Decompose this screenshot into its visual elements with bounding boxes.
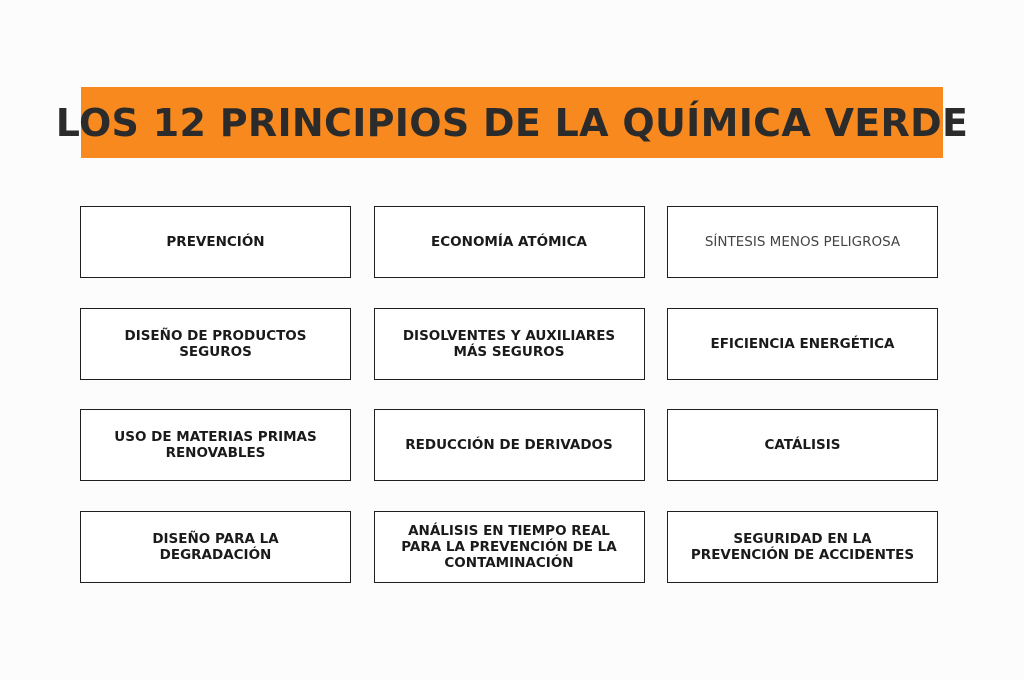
principle-label: SÍNTESIS MENOS PELIGROSA (704, 234, 901, 250)
principle-card-diseno-productos-seguros (80, 308, 351, 380)
page-title: LOS 12 PRINCIPIOS DE LA QUÍMICA VERDE (55, 100, 969, 145)
principle-card-catalisis (667, 409, 938, 481)
principle-label: USO DE MATERIAS PRIMAS RENOVABLES (114, 429, 317, 461)
principle-label: SEGURIDAD EN LA PREVENCIÓN DE ACCIDENTES (690, 530, 915, 563)
principle-card-economia-atomica (374, 206, 645, 278)
principle-label: REDUCCIÓN DE DERIVADOS (405, 437, 613, 453)
principle-card-prevencion (80, 206, 351, 278)
principle-label: DISOLVENTES Y AUXILIARES MÁS SEGUROS (402, 327, 616, 360)
principle-card-disolventes-auxiliares (374, 308, 645, 380)
principle-card-eficiencia-energetica (667, 308, 938, 380)
principle-card-materias-primas-renovables (80, 409, 351, 481)
principle-label: ECONOMÍA ATÓMICA (431, 234, 587, 250)
principle-card-seguridad-accidentes (667, 511, 938, 583)
title-banner (55, 87, 969, 158)
principle-label: EFICIENCIA ENERGÉTICA (710, 335, 895, 352)
principle-label: DISEÑO PARA LA DEGRADACIÓN (152, 530, 279, 563)
principle-card-reduccion-derivados (374, 409, 645, 481)
principles-grid (80, 206, 938, 583)
principle-label: PREVENCIÓN (166, 234, 265, 250)
principle-card-analisis-tiempo-real (374, 511, 645, 583)
principle-label: CATÁLISIS (764, 437, 841, 453)
principle-card-diseno-degradacion (80, 511, 351, 583)
principle-label: DISEÑO DE PRODUCTOS SEGUROS (124, 327, 307, 360)
principle-card-sintesis-menos-peligrosa (667, 206, 938, 278)
principle-label: ANÁLISIS EN TIEMPO REAL PARA LA PREVENCIÓN DE LA CONTAMINACIÓN (401, 522, 617, 571)
